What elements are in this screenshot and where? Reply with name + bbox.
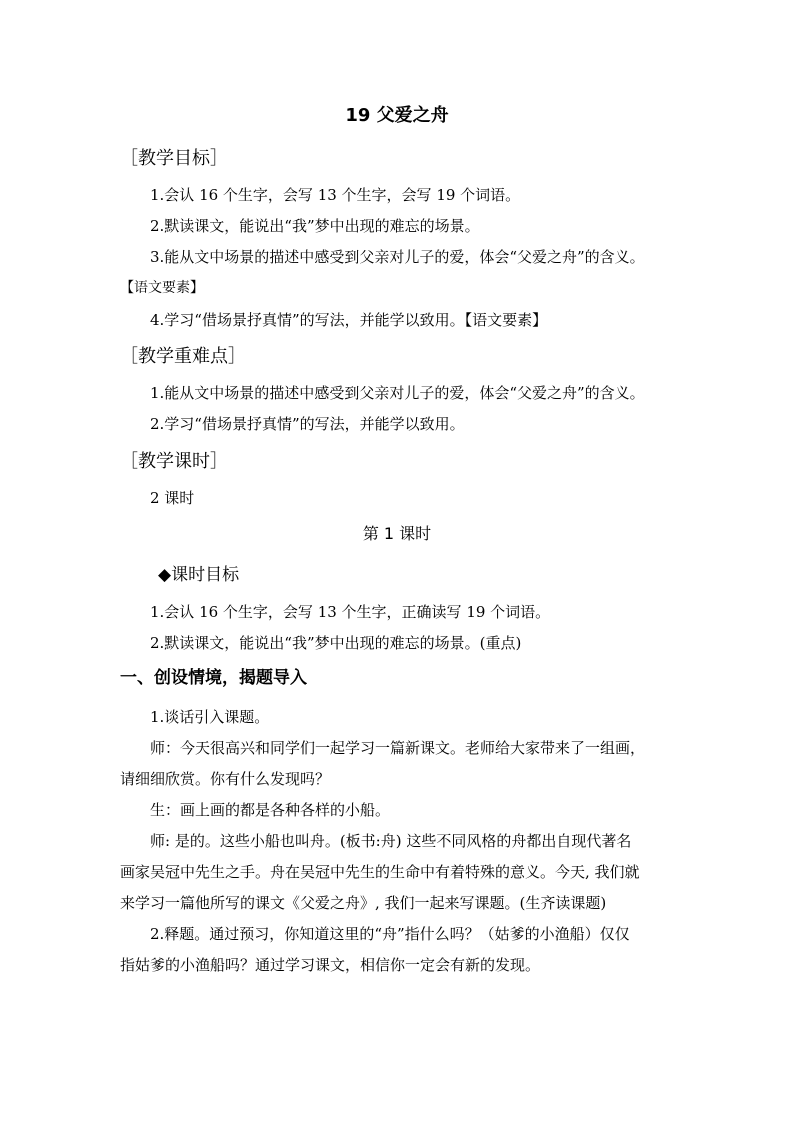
objective-2: 2.默读课文，能说出“我”梦中出现的难忘的场景。(重点): [150, 634, 522, 652]
key-point-2: 2.学习“借场景抒真情”的写法，并能学以致用。: [150, 415, 465, 433]
key-point-1: 1.能从文中场景的描述中感受到父亲对儿子的爱，体会“父爱之舟”的含义。: [150, 384, 645, 402]
paragraph-line: 师: 是的。这些小船也叫舟。(板书:舟) 这些不同风格的舟都出自现代著名: [150, 832, 632, 850]
section-heading: 一、创设情境，揭题导入: [120, 668, 307, 688]
hours-heading: ［教学课时］: [120, 451, 228, 472]
objective-1: 1.会认 16 个生字，会写 13 个生字，正确读写 19 个词语。: [150, 603, 551, 621]
paragraph-line: 师：今天很高兴和同学们一起学习一篇新课文。老师给大家带来了一组画，: [150, 739, 646, 757]
paragraph-line: 画家吴冠中先生之手。舟在吴冠中先生的生命中有着特殊的意义。今天, 我们就: [120, 863, 640, 881]
lesson-title: 第 1 课时: [362, 524, 432, 543]
objectives-heading: ◆课时目标: [158, 565, 240, 585]
document-title: 19 父爱之舟: [345, 105, 449, 126]
paragraph-line: 2.释题。通过预习，你知道这里的“舟”指什么吗？（姑爹的小渔船）仅仅: [150, 925, 630, 943]
goals-heading: ［教学目标］: [120, 148, 228, 169]
goal-item-3: 3.能从文中场景的描述中感受到父亲对儿子的爱，体会“父爱之舟”的含义。: [150, 248, 645, 266]
goal-item-4: 4.学习“借场景抒真情”的写法，并能学以致用。【语文要素】: [150, 311, 548, 329]
paragraph-line: 生：画上画的都是各种各样的小船。: [150, 801, 391, 819]
paragraph-line: 指姑爹的小渔船吗？通过学习课文，相信你一定会有新的发现。: [120, 956, 541, 974]
goal-item-1: 1.会认 16 个生字，会写 13 个生字，会写 19 个词语。: [150, 186, 521, 204]
goal-item-2: 2.默读课文，能说出“我”梦中出现的难忘的场景。: [150, 217, 480, 235]
hours-value: 2 课时: [150, 489, 195, 507]
paragraph-line: 请细细欣赏。你有什么发现吗？: [120, 770, 331, 788]
paragraph-line: 1.谈话引入课题。: [150, 708, 270, 726]
paragraph-line: 来学习一篇他所写的课文《父爱之舟》, 我们一起来写课题。(生齐读课题): [120, 894, 607, 912]
language-element-tag: 【语文要素】: [120, 280, 204, 296]
key-points-heading: ［教学重难点］: [120, 346, 246, 367]
